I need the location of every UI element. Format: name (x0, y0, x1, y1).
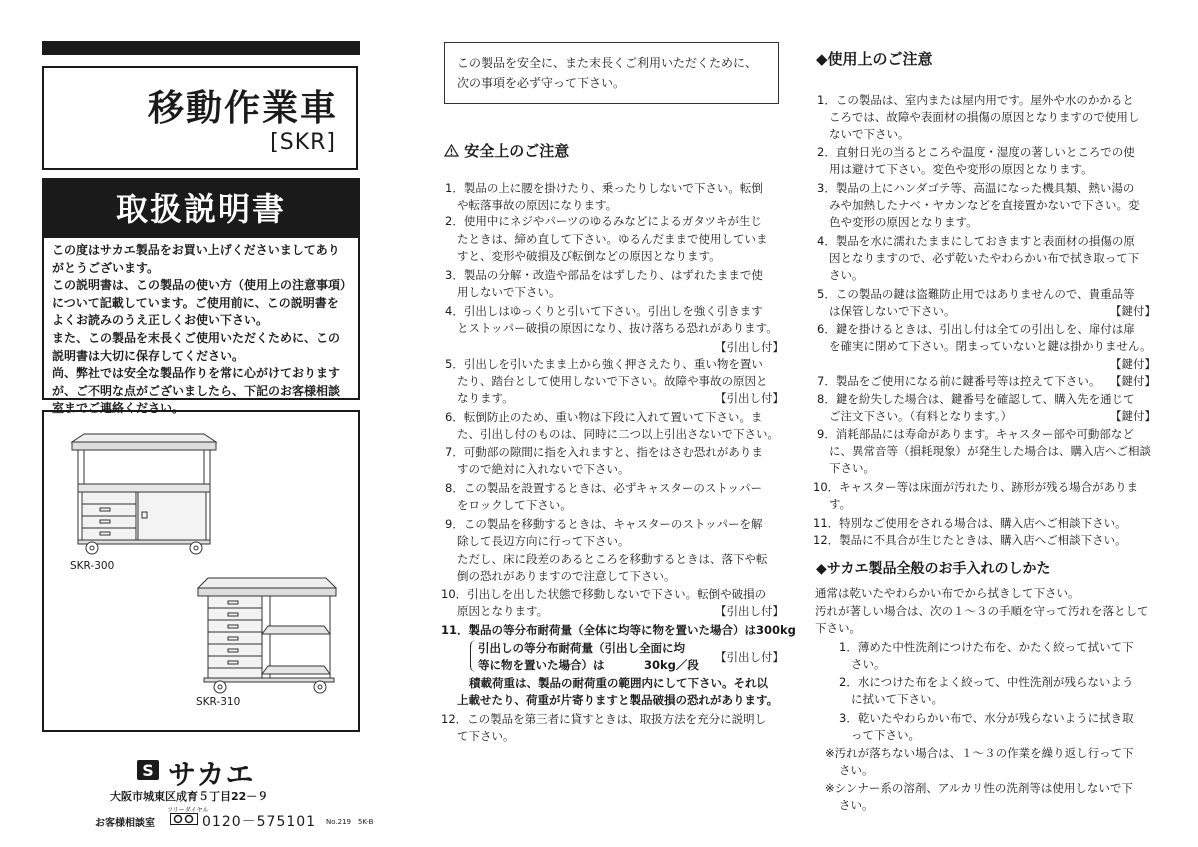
cart-skr310-drawing (198, 578, 336, 693)
intro-line: また、この製品を末長くご使用いただくために、この (52, 330, 341, 345)
drawer-tag: 【引出し付】 (715, 650, 784, 664)
safety-line: や転落事故の原因になります。 (457, 198, 618, 212)
safety-line: 積載荷重は、製品の耐荷重の範囲内にして下さい。それ以 (469, 676, 768, 690)
warning-triangle-icon (444, 144, 459, 157)
safety-line: たときは、締め直して下さい。ゆるんだままで使用していま (457, 232, 768, 246)
safety-line: て下さい。 (457, 729, 515, 743)
usage-line: ないで下さい。 (829, 127, 910, 141)
svg-text:S: S (142, 761, 154, 780)
care-line: 3．乾いたやわらかい布で、水分が残らないように拭き取 (839, 711, 1134, 725)
safety-line: なります。 (457, 391, 514, 405)
intro-notice-box (444, 42, 779, 104)
usage-line: 9．消耗部品には寿命があります。キャスター部や可動部など (817, 427, 1134, 441)
intro-line: がとうございます。 (52, 260, 160, 275)
usage-line: 下さい。 (829, 461, 875, 475)
safety-line: 原因となります。 (457, 604, 549, 618)
safety-line: すので絶対に入れないで下さい。 (457, 462, 630, 476)
care-heading: ◆サカエ製品全般のお手入れのしかた (816, 561, 1051, 577)
safety-line: 除して長辺方向に行って下さい。 (457, 534, 630, 548)
logo-text: サカエ (168, 758, 255, 791)
care-line: 1．薄めた中性洗剤につけた布を、かたく絞って拭いて下 (839, 640, 1134, 654)
document-number: No.219 5K-B (326, 818, 374, 826)
safety-line: 10．引出しを出した状態で移動しないで下さい。転倒や破損の (441, 587, 767, 601)
usage-line: ころでは、故障や表面材の損傷の原因となりますので使用し (829, 110, 1140, 124)
load-line: 等に物を置いた場合）は (478, 658, 605, 672)
safety-line: 6．転倒防止のため、重い物は下段に入れて置いて下さい。ま (445, 410, 763, 424)
cart-label-skr310: SKR-310 (196, 696, 241, 708)
intro-line: 説明書は大切に保存してください。 (52, 348, 245, 363)
usage-line: は保管しないで下さい。 (829, 304, 956, 318)
freedial-icon (170, 813, 198, 825)
cart-label-skr300: SKR-300 (70, 560, 115, 572)
care-line: って下さい。 (851, 728, 920, 742)
intro-line: よくお読みのうえ正しくお使い下さい。 (52, 313, 269, 328)
usage-line: 11．特別なご使用をされる場合は、購入店へご相談下さい。 (813, 516, 1127, 530)
usage-line: さい。 (829, 268, 864, 282)
load-line: 引出しの等分布耐荷量（引出し全面に均 (478, 641, 685, 655)
safety-line: 2．使用中にネジやパーツのゆるみなどによるガタツキが生じ (445, 214, 763, 228)
usage-line: 色や変形の原因となります。 (829, 215, 978, 229)
safety-line: た、引出し付のものは、同時に二つ以上引出さないで下さい。 (457, 427, 779, 441)
safety-line: 12．この製品を第三者に貸すときは、取扱方法を充分に説明し (441, 712, 767, 726)
notice-line: この製品を安全に、また末長くご利用いただくために、 (457, 56, 758, 70)
usage-line: に、異常音等（損耗現象）が発生した場合は、購入店へご相談 (829, 444, 1151, 458)
key-tag: 【鍵付】 (1110, 304, 1156, 318)
sakae-logo (136, 758, 255, 791)
care-line: 汚れが著しい場合は、次の１～３の手順を守って汚れを落として (815, 604, 1149, 618)
company-address: 大阪市城東区成育５丁目22－９ (110, 790, 269, 803)
intro-line: について記載しています。ご使用前に、この説明書を (52, 295, 339, 310)
care-line: ※汚れが落ちない場合は、１～３の作業を繰り返し行って下 (825, 746, 1134, 760)
intro-line: 室までご連絡ください。 (52, 401, 185, 416)
usage-line: ご注文下さい。（有料となります。） (829, 409, 1013, 423)
manual-heading: 取扱説明書 (44, 180, 358, 238)
safety-line: 7．可動部の隙間に指を入れますと、指をはさむ恐れがありま (445, 445, 763, 459)
care-line: 通常は乾いたやわらかい布でから拭きして下さい。 (815, 586, 1080, 600)
safety-line: 4．引出しはゆっくりと引いて下さい。引出しを強く引きます (445, 304, 763, 318)
usage-line: 因となりますので、必ず乾いたやわらかい布で拭き取って下 (829, 251, 1140, 265)
phone-number: 0120－575101 (202, 814, 317, 830)
key-tag: 【鍵付】 (1110, 357, 1156, 371)
care-line: 下さい。 (815, 621, 861, 635)
intro-line: この説明書は、この製品の使い方（使用上の注意事項） (52, 278, 353, 293)
load-brace (470, 640, 477, 672)
care-line: さい。 (839, 798, 874, 812)
product-image-box (42, 410, 360, 732)
key-tag: 【鍵付】 (1110, 409, 1156, 423)
contact-label: お客様相談室 (95, 818, 155, 829)
safety-line: 8．この製品を設置するときは、必ずキャスターのストッパー (445, 481, 763, 495)
intro-text (52, 242, 352, 418)
load-value: 30kg／段 (644, 658, 699, 672)
usage-line: 2．直射日光の当るところや温度・湿度の著しいところでの使 (817, 145, 1135, 159)
intro-line: が、ご不明な点がございましたら、下記のお客様相談 (52, 383, 341, 398)
drawer-tag: 【引出し付】 (715, 340, 784, 354)
usage-line: 10．キャスター等は床面が汚れたり、跡形が残る場合がありま (813, 480, 1139, 494)
safety-line: 11．製品の等分布耐荷量（全体に均等に物を置いた場合）は300kg (441, 623, 796, 637)
model-code: [SKR] (270, 130, 336, 155)
drawer-tag: 【引出し付】 (715, 391, 784, 405)
care-line: ※シンナー系の溶剤、アルカリ性の洗剤等は使用しないで下 (825, 781, 1133, 795)
usage-line: 4．製品を水に濡れたままにしておきますと表面材の損傷の原 (817, 234, 1135, 248)
key-tag: 【鍵付】 (1110, 374, 1156, 388)
safety-line: 3．製品の分解・改造や部品をはずしたり、はずれたままで使 (445, 268, 763, 282)
safety-line: ただし、床に段差のあるところを移動するときは、落下や転 (457, 552, 768, 566)
safety-line: 5．引出しを引いたまま上から強く押さえたり、重い物を置い (445, 357, 763, 371)
cart-skr300-drawing (72, 434, 216, 554)
manual-box (42, 178, 360, 416)
safety-line: とストッパー破損の原因になり、抜け落ちる恐れがあります。 (457, 321, 778, 335)
usage-line: 7．製品をご使用になる前に鍵番号等は控えて下さい。 (817, 374, 1101, 388)
care-line: さい。 (851, 657, 886, 671)
header-bar (42, 41, 360, 55)
intro-line: 尚、弊社では安全な製品作りを常に心がけております (52, 366, 341, 381)
care-line: 2．水につけた布をよく絞って、中性洗剤が残らないよう (839, 675, 1134, 689)
drawer-tag: 【引出し付】 (715, 604, 784, 618)
safety-line: をロックして下さい。 (457, 498, 572, 512)
title-box (42, 66, 358, 170)
usage-line: 5．この製品の鍵は盗難防止用ではありませんので、貴重品等 (817, 287, 1135, 301)
safety-line: たり、踏台として使用しないで下さい。故障や事故の原因と (457, 374, 768, 388)
freedial-label: フリーダイヤル (167, 807, 209, 814)
logo-mark-icon (136, 759, 160, 781)
usage-line: 6．鍵を掛けるときは、引出し付は全ての引出しを、扉付は扉 (817, 322, 1135, 336)
care-line: に拭いて下さい。 (851, 692, 943, 706)
safety-line: 1．製品の上に腰を掛けたり、乗ったりしないで下さい。転倒 (445, 181, 763, 195)
safety-heading (444, 140, 569, 161)
notice-line: 次の事項を必ず守って下さい。 (457, 76, 626, 90)
safety-line: 用しないで下さい。 (457, 285, 561, 299)
usage-line: 1．この製品は、室内または屋内用です。屋外や水のかかると (817, 93, 1134, 107)
care-line: さい。 (839, 763, 874, 777)
intro-line: この度はサカエ製品をお買い上げくださいましてあり (52, 243, 340, 257)
usage-heading: ◆使用上のご注意 (816, 50, 933, 68)
usage-line: みや加熱したナベ・ヤカンなどを直接置かないで下さい。変 (829, 198, 1140, 212)
product-title: 移動作業車 (147, 88, 338, 129)
usage-line: 8．鍵を紛失した場合は、鍵番号を確認して、購入先を通じて (817, 392, 1135, 406)
usage-line: 3．製品の上にハンダゴテ等、高温になった機具類、熱い湯の (817, 181, 1135, 195)
safety-line: 上載せたり、荷重が片寄りますと製品破損の恐れがあります。 (457, 693, 779, 707)
usage-line: す。 (829, 497, 852, 511)
usage-line: を確実に閉めて下さい。閉まっていないと鍵は掛かりません。 (829, 339, 1152, 353)
safety-line: 9．この製品を移動するときは、キャスターのストッパーを解 (445, 517, 763, 531)
safety-line: すと、変形や破損及び転倒などの原因となります。 (457, 249, 721, 263)
usage-line: 用は避けて下さい。変色や変形の原因となります。 (829, 162, 1093, 176)
safety-line: 倒の恐れがありますので注意して下さい。 (457, 569, 676, 583)
usage-line: 12．製品に不具合が生じたときは、購入店へご相談下さい。 (813, 533, 1127, 547)
safety-heading-text: 安全上のご注意 (464, 142, 570, 160)
